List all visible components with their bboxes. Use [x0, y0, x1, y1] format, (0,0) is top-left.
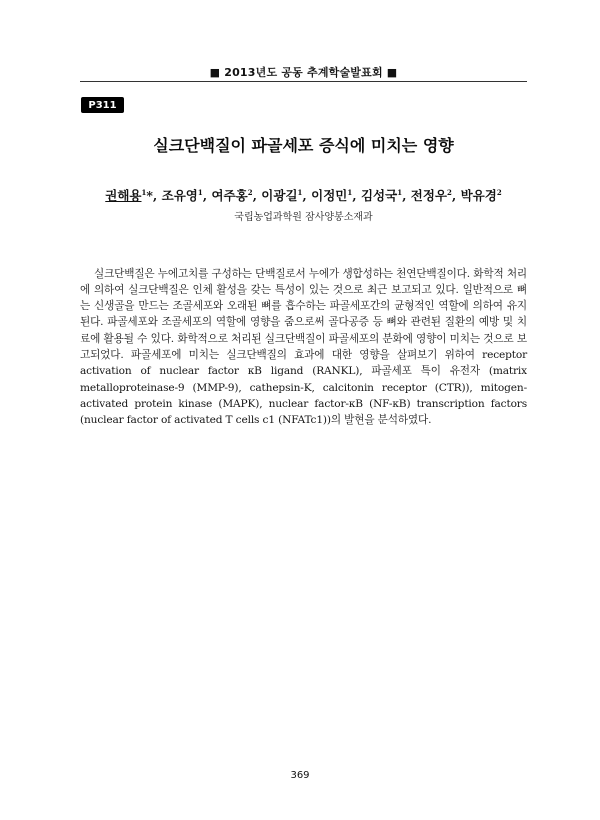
author-list: 권해용$^1$*, 조유영$^1$, 여주홍$^2$, 이광길$^1$, 이정민$^1$, 김성국$^1$, 전정우$^2$, 박유경$^2$: [105, 187, 502, 203]
poster-number-badge: P311: [81, 97, 124, 113]
author: [311, 188, 352, 203]
author: [261, 188, 302, 203]
author-name: 권해용: [105, 188, 142, 203]
author-affiliation-mark: 1: [397, 187, 403, 197]
corresponding-mark: *: [146, 188, 153, 203]
author-affiliation-mark: 2: [247, 187, 253, 197]
author-affiliation-mark: 2: [496, 187, 502, 197]
author-name: 전정우: [410, 188, 448, 203]
running-header: ■ 2013년도 공동 추계학술발표회 ■: [209, 66, 398, 79]
author-affiliation-mark: 1: [297, 187, 303, 197]
author-name: 이정민: [311, 188, 348, 203]
page-number: 369: [290, 770, 310, 781]
author-name: 김성국: [360, 188, 398, 203]
author: [411, 188, 452, 203]
author: [105, 188, 153, 203]
author: [361, 188, 402, 203]
author-name: 이광길: [261, 188, 298, 203]
author-affiliation-mark: 1: [347, 187, 353, 197]
author-name: 박유경: [460, 188, 497, 203]
affiliation: 국립농업과학원 잠사양봉소재과: [234, 212, 373, 223]
author: [162, 188, 203, 203]
author-name: 여주홍: [211, 188, 248, 203]
abstract-body: 실크단백질은 누에고치를 구성하는 단백질로서 누에가 생합성하는 천연단백질이다. 화학적 처리에 의하여 실크단백질은 인체 활성을 갖는 특성이 있는 것으로 최근 보고되고 있다. 일반적으로 뼈는 신생골을 만드는 조골세포와 오래된 뼈를 흡수하는 파골세포간의 균형적인 역할에 의하여 유지된다. 파골세포와 조골세포의 역할에 영향을 줌으로써 골다공증 등 뼈와 관련된 질환의 예방 및 치료에 활용될 수 있다. 화학적으로 처리된 실크단백질이 파골세포의 분화에 영향이 미치는 것으로 보고되었다. 파골세포에 미치는 실크단백질의 효과에 대한 영향을 살펴보기 위하여 receptor activation of nuclear factor κB ligand (RANKL), 파골세포 특이 유전자 (matrix metalloproteinase-9 (MMP-9), cathepsin-K, calcitonin receptor (CTR)), mitogen-activated protein kinase (MAPK), nuclear factor-κB (NF-κB) transcription factors (nuclear factor of activated T cells c1 (NFATc1))의 발현을 분석하였다.: [80, 267, 527, 427]
author: [461, 188, 502, 203]
author-name: 조유영: [161, 188, 198, 203]
author-affiliation-mark: 1: [141, 187, 147, 197]
author-affiliation-mark: 1: [197, 187, 203, 197]
author: [211, 188, 252, 203]
author-affiliation-mark: 2: [447, 187, 452, 197]
paper-title: 실크단백질이 파골세포 증식에 미치는 영향: [153, 136, 454, 155]
header-rule: [80, 81, 527, 82]
